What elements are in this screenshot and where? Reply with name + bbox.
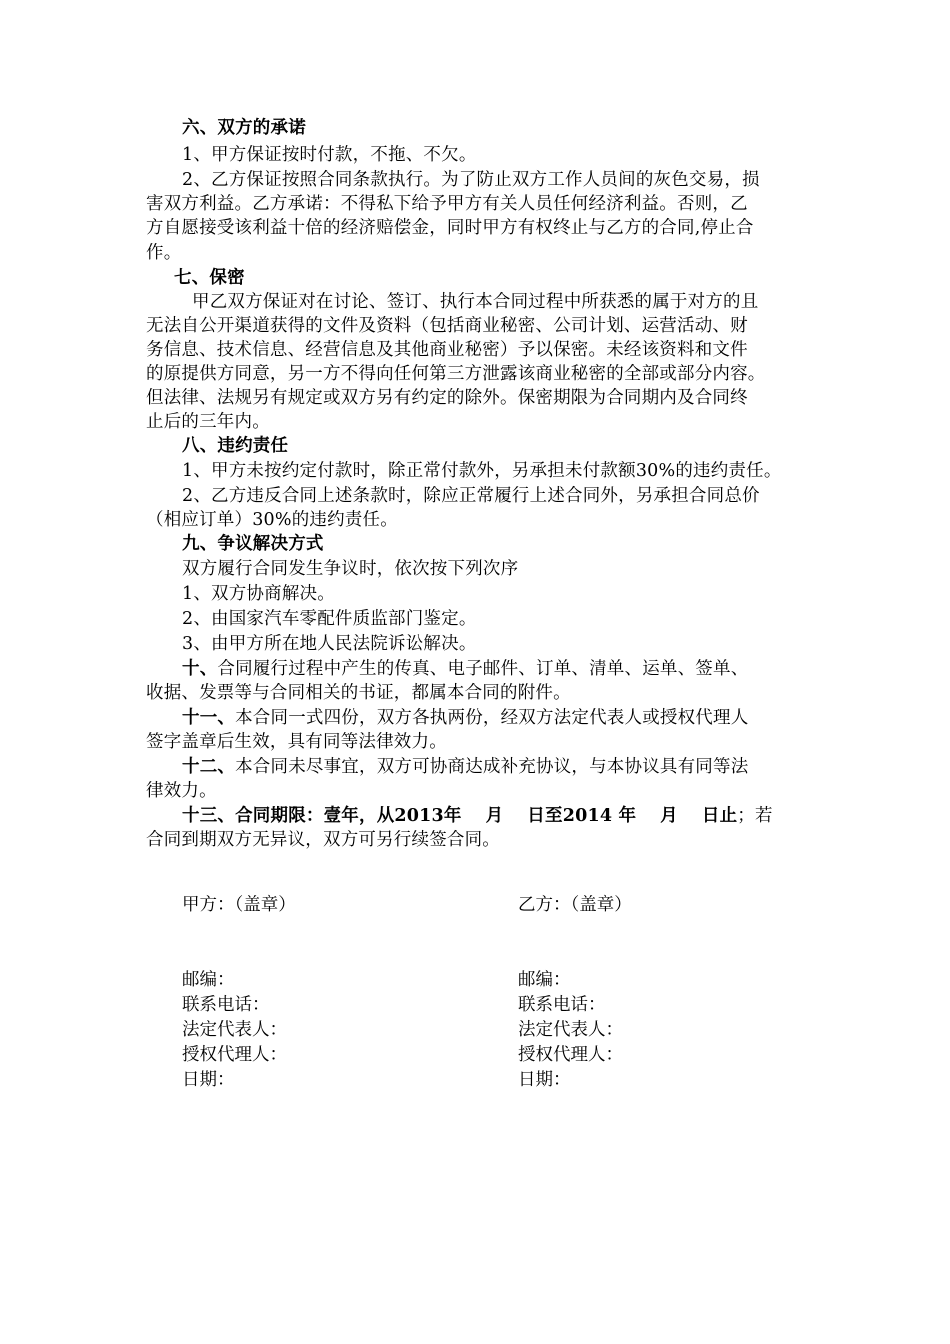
party-a-phone-label: 联系电话：	[182, 995, 270, 1015]
section-8-line-2: 2、乙方违反合同上述条款时，除应正常履行上述合同外，另承担合同总价	[182, 486, 760, 506]
section-13-line-2: 合同到期双方无异议，双方可另行续签合同。	[146, 830, 500, 850]
party-a-date-label: 日期：	[182, 1070, 235, 1090]
section-12-line-1	[182, 755, 748, 779]
section-9-line-1: 双方履行合同发生争议时，依次按下列次序	[182, 559, 519, 579]
party-a-seal-label: 甲方：（盖章）	[182, 895, 296, 915]
party-b-postcode-label: 邮编：	[518, 970, 571, 990]
section-9-line-2: 1、双方协商解决。	[182, 584, 335, 604]
section-13-line-1	[182, 804, 773, 828]
section-6-line-1: 1、甲方保证按时付款，不拖、不欠。	[182, 145, 477, 165]
party-b-phone-label: 联系电话：	[518, 995, 606, 1015]
section-11-line-1	[182, 706, 748, 730]
section-6-heading: 六、双方的承诺	[182, 118, 306, 138]
section-7-line-2: 无法自公开渠道获得的文件及资料（包括商业秘密、公司计划、运营活动、财	[146, 316, 748, 336]
section-7-line-5: 但法律、法规另有规定或双方另有约定的除外。保密期限为合同期内及合同终	[146, 388, 748, 408]
party-b-agent-label: 授权代理人：	[518, 1045, 623, 1065]
party-a-legal-rep-label: 法定代表人：	[182, 1020, 287, 1040]
section-10-heading: 十、	[182, 659, 218, 679]
section-6-line-2: 2、乙方保证按照合同条款执行。为了防止双方工作人员间的灰色交易，损	[182, 170, 760, 190]
section-10-line-2: 收据、发票等与合同相关的书证，都属本合同的附件。	[146, 683, 571, 703]
party-a-postcode-label: 邮编：	[182, 970, 235, 990]
section-9-line-4: 3、由甲方所在地人民法院诉讼解决。	[182, 634, 477, 654]
section-7-heading: 七、保密	[174, 268, 245, 288]
section-9-heading: 九、争议解决方式	[182, 534, 324, 554]
section-12-text: 本合同未尽事宜，双方可协商达成补充协议，与本协议具有同等法	[235, 757, 749, 777]
section-12-heading: 十二、	[182, 757, 236, 777]
section-13-heading: 十三、合同期限：壹年，从2013年 月 日至2014 年 月 日止	[182, 806, 738, 826]
section-7-line-1: 甲乙双方保证对在讨论、签订、执行本合同过程中所获悉的属于对方的且	[192, 292, 759, 312]
section-6-line-3: 害双方利益。乙方承诺：不得私下给予甲方有关人员任何经济利益。否则，乙	[146, 194, 748, 214]
section-10-line-1	[182, 657, 748, 681]
section-11-text: 本合同一式四份，双方各执两份，经双方法定代表人或授权代理人	[235, 708, 749, 728]
section-11-heading: 十一、	[182, 708, 236, 728]
section-7-line-4: 的原提供方同意，另一方不得向任何第三方泄露该商业秘密的全部或部分内容。	[146, 364, 766, 384]
party-b-date-label: 日期：	[518, 1070, 571, 1090]
section-13-tail: ；若	[737, 806, 773, 826]
party-b-legal-rep-label: 法定代表人：	[518, 1020, 623, 1040]
section-10-text: 合同履行过程中产生的传真、电子邮件、订单、清单、运单、签单、	[217, 659, 749, 679]
section-7-line-3: 务信息、技术信息、经营信息及其他商业秘密）予以保密。未经该资料和文件	[146, 340, 748, 360]
section-9-line-3: 2、由国家汽车零配件质监部门鉴定。	[182, 609, 477, 629]
section-6-line-4: 方自愿接受该利益十倍的经济赔偿金，同时甲方有权终止与乙方的合同,停止合	[146, 218, 754, 238]
section-6-line-5: 作。	[146, 243, 182, 263]
section-12-line-2: 律效力。	[146, 781, 217, 801]
party-b-seal-label: 乙方：（盖章）	[518, 895, 632, 915]
section-8-heading: 八、违约责任	[182, 436, 289, 456]
section-8-line-1: 1、甲方未按约定付款时，除正常付款外，另承担未付款额30%的违约责任。	[182, 461, 782, 481]
section-8-line-3: （相应订单）30%的违约责任。	[146, 510, 398, 530]
section-7-line-6: 止后的三年内。	[146, 412, 270, 432]
party-a-agent-label: 授权代理人：	[182, 1045, 287, 1065]
section-11-line-2: 签字盖章后生效，具有同等法律效力。	[146, 732, 447, 752]
